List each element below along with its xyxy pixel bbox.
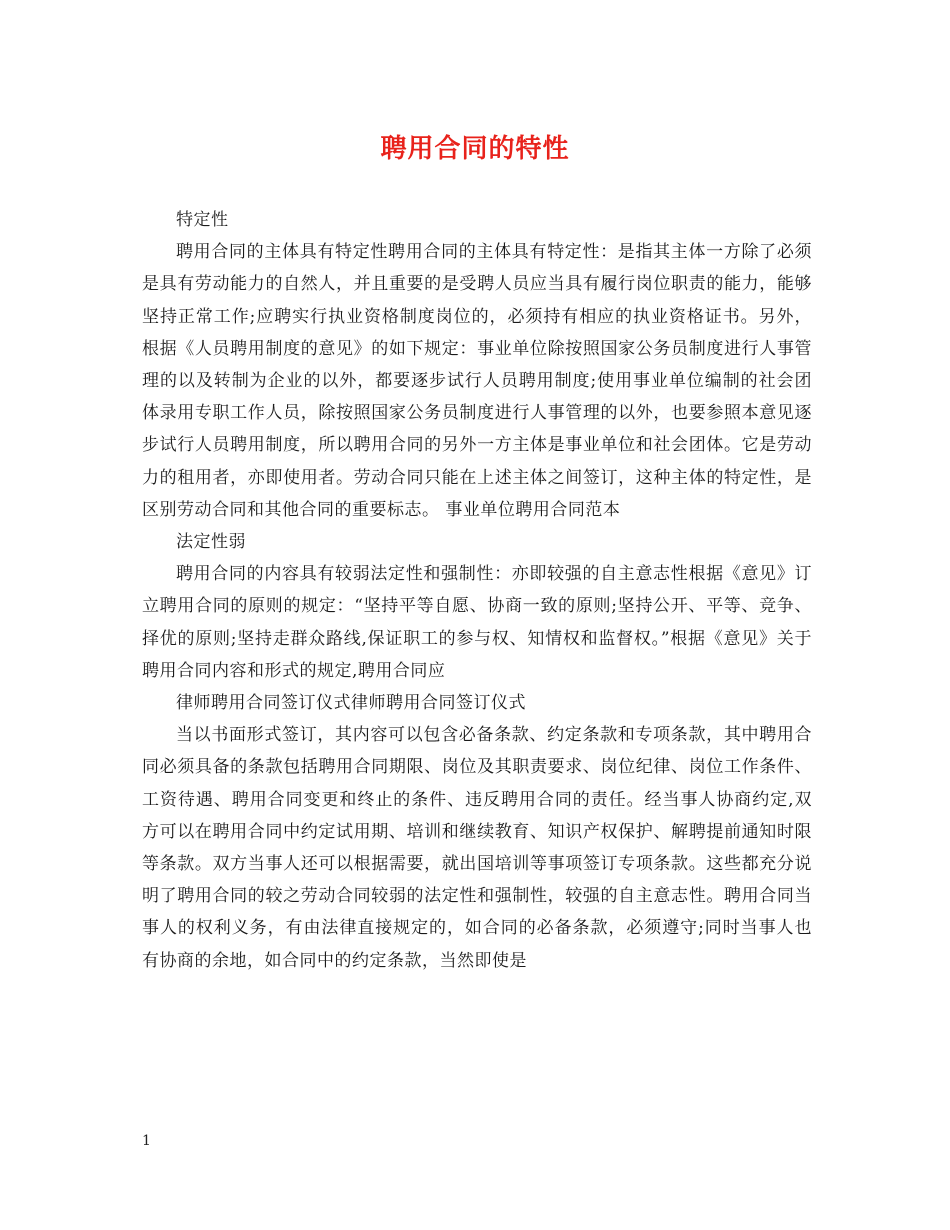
paragraph-heading-specificity: 特定性: [176, 210, 229, 230]
document-body: [142, 204, 812, 977]
paragraph-lawyer-ceremony: 律师聘用合同签订仪式律师聘用合同签订仪式: [176, 693, 526, 714]
page-number: 1: [142, 1133, 151, 1149]
paragraph-specificity-body: 聘用合同的主体具有特定性聘用合同的主体具有特定性：是指其主体一方除了必须是具有劳动能力的自然人，并且重要的是受聘人员应当具有履行岗位职责的能力，能够坚持正常工作;应聘实行执业资格制度岗位的，必须持有相应的执业资格证书。另外，根据《人员聘用制度的意见》的如下规定：事业单位除按照国家公务员制度进行人事管理的以及转制为企业的以外，都要逐步试行人员聘用制度;使用事业单位编制的社会团体录用专职工作人员，除按照国家公务员制度进行人事管理的以外，也要参照本意见逐步试行人员聘用制度，所以聘用合同的另外一方主体是事业单位和社会团体。它是劳动力的租用者，亦即使用者。劳动合同只能在上述主体之间签订，这种主体的特定性，是区别劳动合同和其他合同的重要标志。 事业单位聘用合同范本: [142, 242, 812, 520]
document-title: 聘用合同的特性: [380, 134, 570, 164]
paragraph-written-form-body: 当以书面形式签订，其内容可以包含必备条款、约定条款和专项条款，其中聘用合同必须具备的条款包括聘用合同期限、岗位及其职责要求、岗位纪律、岗位工作条件、工资待遇、聘用合同变更和终止的条件、违反聘用合同的责任。经当事人协商约定,双方可以在聘用合同中约定试用期、培训和继续教育、知识产权保护、解聘提前通知时限等条款。双方当事人还可以根据需要，就出国培训等事项签订专项条款。这些都充分说明了聘用合同的较之劳动合同较弱的法定性和强制性，较强的自主意志性。聘用合同当事人的权利义务，有由法律直接规定的，如合同的必备条款，必须遵守;同时当事人也有协商的余地，如合同中的约定条款，当然即使是: [142, 725, 812, 971]
paragraph-weak-legality-body: 聘用合同的内容具有较弱法定性和强制性：亦即较强的自主意志性根据《意见》订立聘用合同的原则的规定：“坚持平等自愿、协商一致的原则;坚持公开、平等、竞争、择优的原则;坚持走群众路线,保证职工的参与权、知情权和监督权。”根据《意见》关于聘用合同内容和形式的规定,聘用合同应: [142, 564, 812, 681]
paragraph-heading-weak-legality: 法定性弱: [176, 532, 246, 553]
